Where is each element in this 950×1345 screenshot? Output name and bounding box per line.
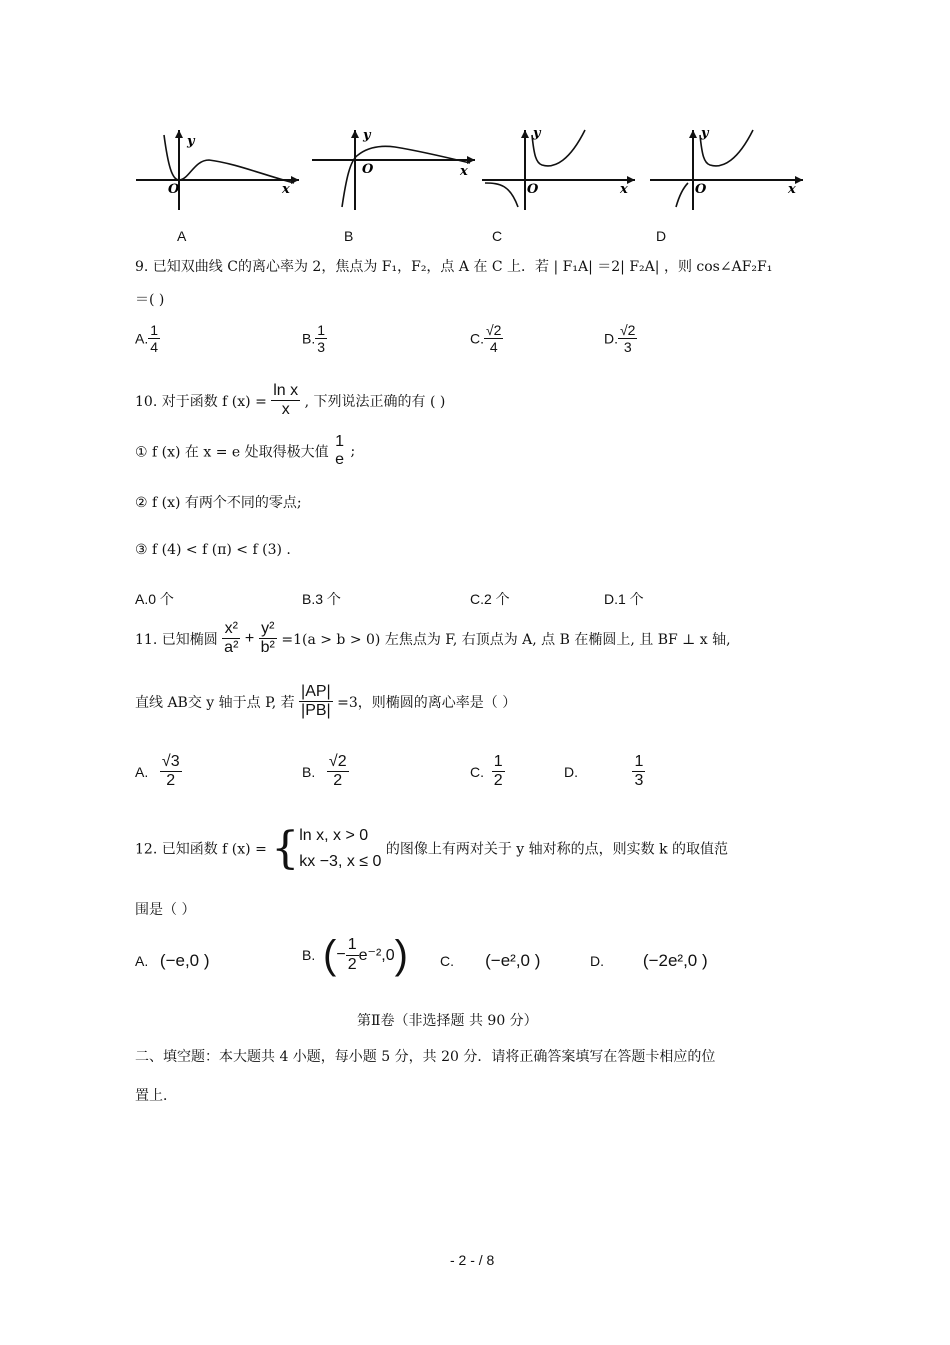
q12-option-b: B. (− $\frac{1}{2}$ e⁻²,0) bbox=[302, 933, 408, 977]
graph-b bbox=[310, 125, 480, 215]
q11-line2-post: =3，则椭圆的离心率是（ ） bbox=[337, 694, 517, 711]
q9-option-d-num: √2 bbox=[620, 322, 636, 338]
q11-option-a-label: A. bbox=[135, 763, 149, 780]
q12-option-b-den: 2 bbox=[347, 955, 357, 973]
q12-option-b-num: 1 bbox=[346, 936, 359, 955]
q9-option-d bbox=[604, 322, 637, 355]
q9-line1: 9. 已知双曲线 C的离心率为 2，焦点为 F₁，F₂，点 A 在 C 上．若 | F₁A| ＝2| F₂A| ，则 cos∠AF₂F₁ bbox=[135, 259, 773, 275]
svg-text:y: y bbox=[363, 128, 371, 143]
q10-frac-num: ln x bbox=[271, 382, 300, 401]
q12-option-c bbox=[440, 951, 540, 971]
q9-option-a-num: 1 bbox=[150, 322, 159, 338]
svg-text:O: O bbox=[168, 182, 180, 197]
q11-option-a-num: √3 bbox=[160, 753, 182, 772]
q11-option-c-num: 1 bbox=[492, 753, 505, 772]
q12-option-c-label: C. bbox=[440, 953, 454, 969]
q12-option-d-value: (−2e²,0 ) bbox=[642, 951, 708, 970]
q9-option-c-den: 4 bbox=[489, 339, 498, 356]
q9-option-c-label: C. bbox=[470, 330, 484, 347]
q9-option-c-num: √2 bbox=[486, 322, 502, 338]
q11-stem bbox=[135, 620, 731, 658]
q12-option-d-label: D. bbox=[590, 953, 604, 969]
q11-ratio-den: |PB| bbox=[301, 702, 331, 720]
q9-option-a-label: A. bbox=[135, 330, 149, 347]
q11-option-d-den: 3 bbox=[634, 772, 644, 790]
q10-stem bbox=[135, 382, 445, 420]
q10-item1 bbox=[135, 433, 355, 470]
q12-prefix: 12. 已知函数 f (x) = bbox=[135, 841, 267, 858]
section2-instructions-line1: 二、填空题：本大题共 4 小题，每小题 5 分，共 20 分．请将正确答案填写在答题卡相应的位 bbox=[135, 1049, 716, 1065]
q9-option-b bbox=[302, 322, 327, 355]
q11-option-b bbox=[302, 753, 349, 791]
graph-b-label: B bbox=[344, 228, 354, 244]
q11-prefix: 11. 已知椭圆 bbox=[135, 631, 218, 648]
graph-c-label: C bbox=[492, 228, 503, 244]
q11-option-b-den: 2 bbox=[333, 772, 343, 790]
q12-option-a-value: (−e,0 ) bbox=[159, 951, 210, 970]
svg-text:x: x bbox=[620, 182, 628, 197]
svg-text:O: O bbox=[527, 182, 539, 197]
q12-stem bbox=[135, 823, 728, 874]
q11-option-a-den: 2 bbox=[166, 772, 176, 790]
q9-option-a-den: 4 bbox=[150, 339, 159, 356]
q10-item1-post: ; bbox=[350, 443, 356, 460]
q9-option-b-label: B. bbox=[302, 330, 316, 347]
q11-option-c bbox=[470, 753, 505, 791]
svg-text:x: x bbox=[460, 164, 468, 179]
q10-item1-text: ① f (x) 在 x = e 处取得极大值 bbox=[135, 444, 329, 461]
q10-option-c: C.2 个 bbox=[470, 591, 510, 607]
graph-a-label: A bbox=[177, 228, 187, 244]
q10-item3: ③ f (4) < f (π) < f (3) . bbox=[135, 542, 291, 558]
q11-line2-pre: 直线 AB交 y 轴于点 P, 若 bbox=[135, 694, 295, 711]
section2-title: 第Ⅱ卷（非选择题 共 90 分） bbox=[357, 1013, 538, 1029]
q12-case2: kx −3, x ≤ 0 bbox=[299, 852, 382, 870]
svg-text:O: O bbox=[695, 182, 707, 197]
graph-c bbox=[480, 125, 640, 215]
q10-option-d: D.1 个 bbox=[604, 591, 644, 607]
q12-suffix: 的图像上有两对关于 y 轴对称的点，则实数 k 的取值范 bbox=[385, 841, 729, 858]
q12-option-b-open: ( bbox=[323, 933, 337, 977]
q11-option-a bbox=[135, 753, 182, 791]
q9-option-b-den: 3 bbox=[317, 339, 326, 356]
q9-option-b-num: 1 bbox=[317, 322, 326, 338]
q10-prefix: 10. 对于函数 f (x) = bbox=[135, 393, 267, 410]
page-number: - 2 - / 8 bbox=[450, 1252, 495, 1268]
svg-text:y: y bbox=[187, 134, 195, 149]
graph-a bbox=[134, 125, 304, 215]
q10-option-a: A.0 个 bbox=[135, 591, 174, 607]
svg-text:O: O bbox=[362, 162, 374, 177]
q10-item1-num: 1 bbox=[335, 433, 344, 450]
q11-option-d-num: 1 bbox=[632, 753, 645, 772]
q11-option-c-label: C. bbox=[470, 763, 484, 780]
q12-option-a-label: A. bbox=[135, 953, 149, 969]
q10-item1-den: e bbox=[335, 451, 344, 469]
q12-option-c-value: (−e²,0 ) bbox=[485, 951, 541, 970]
q11-f2-num: y² bbox=[259, 620, 277, 639]
q12-option-b-tail: e⁻²,0 bbox=[358, 947, 395, 964]
q12-option-a bbox=[135, 951, 210, 971]
q11-option-b-label: B. bbox=[302, 763, 316, 780]
q12-option-b-label: B. bbox=[302, 947, 316, 963]
graph-d-label: D bbox=[656, 228, 667, 244]
q9-line2: ＝( ) bbox=[135, 292, 165, 308]
q10-suffix: , 下列说法正确的有 ( ) bbox=[304, 393, 446, 410]
q11-f1-den: a² bbox=[224, 639, 239, 657]
svg-text:x: x bbox=[282, 182, 290, 197]
q11-eq: =1(a > b > 0) 左焦点为 F, 右顶点为 A, 点 B 在椭圆上, 且 BF ⊥ x 轴, bbox=[281, 631, 731, 648]
q11-option-c-den: 2 bbox=[493, 772, 503, 790]
q10-item2: ② f (x) 有两个不同的零点; bbox=[135, 495, 302, 511]
q11-plus: + bbox=[244, 629, 255, 647]
svg-text:x: x bbox=[788, 182, 796, 197]
q9-option-d-label: D. bbox=[604, 330, 618, 347]
q12-brace: { bbox=[271, 822, 300, 874]
q11-ratio-num: |AP| bbox=[299, 683, 333, 702]
q9-option-a bbox=[135, 322, 160, 355]
graph-d bbox=[648, 125, 808, 215]
q11-f1-num: x² bbox=[222, 620, 240, 639]
q11-option-d-label: D. bbox=[564, 763, 578, 780]
q11-option-d bbox=[564, 753, 645, 791]
q12-option-d bbox=[590, 951, 708, 971]
q9-option-d-den: 3 bbox=[623, 339, 632, 356]
q11-line2 bbox=[135, 683, 516, 721]
q12-case1: ln x, x > 0 bbox=[299, 827, 369, 844]
q10-option-b: B.3 个 bbox=[302, 591, 341, 607]
q12-line2: 围是（ ） bbox=[135, 902, 196, 918]
q11-option-b-num: √2 bbox=[327, 753, 349, 772]
svg-text:y: y bbox=[701, 126, 709, 141]
section2-instructions-line2: 置上． bbox=[135, 1088, 177, 1104]
q10-frac-den: x bbox=[281, 401, 290, 419]
q12-option-b-close: ) bbox=[394, 933, 408, 977]
q9-option-c bbox=[470, 322, 503, 355]
q11-f2-den: b² bbox=[260, 639, 275, 657]
svg-text:y: y bbox=[533, 126, 541, 141]
